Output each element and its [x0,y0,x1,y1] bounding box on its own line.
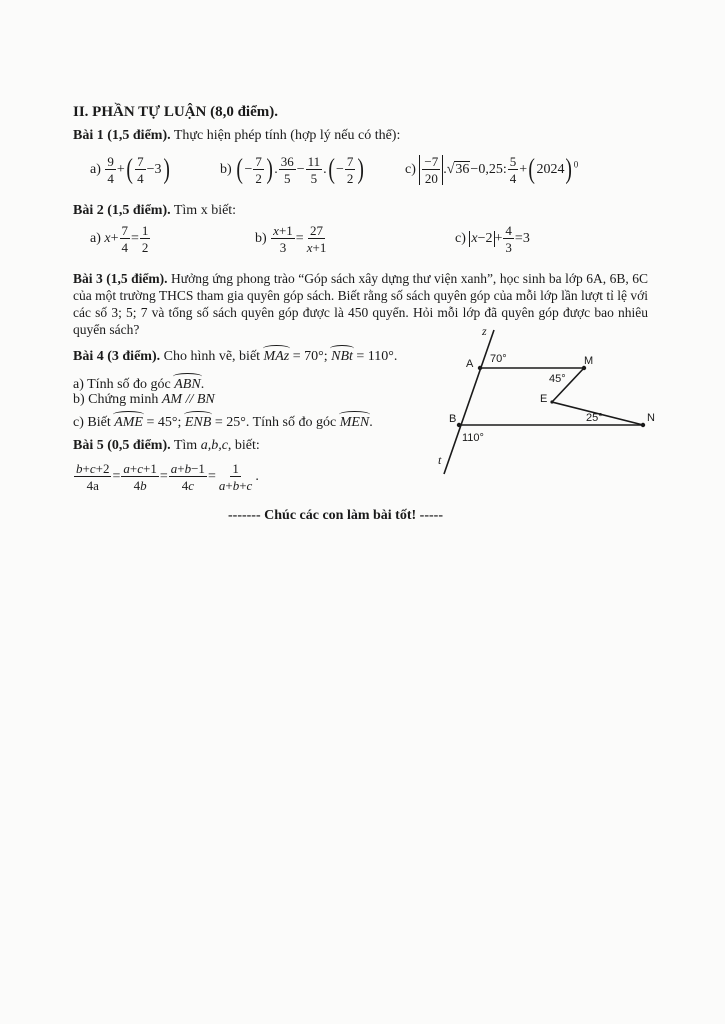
bai2-line [73,203,236,219]
bai5-heading: Bài 5 (0,5 điểm). [73,438,171,453]
bai1-heading: Bài 1 (1,5 điểm). [73,128,171,143]
footer-message: ------- Chúc các con làm bài tốt! ----- [228,508,443,523]
point-A [478,366,482,370]
bai1-b-label: b) [220,162,232,178]
bai4-b: b) Chứng minh AM // BN [73,392,215,407]
bai5-vars: a,b,c [200,438,228,453]
bai5-tail: , biết: [227,438,260,453]
bai4-c-tail: . Tính số đo góc [245,415,337,430]
point-N [641,423,645,427]
bai5-line [73,438,260,454]
bai5-equation: $\frac{b+c+2}{4a}$ = $\frac{a+c+1}{4b}$ = $\frac{a+b-1}{4c}$ = $\frac{1}{a+b+c}$ . [76,461,259,493]
bai1-line [73,128,400,144]
label-N: N [647,412,655,424]
bai1-c: c) $\frac{-7}{20}$ .√36−0,25: $\frac{5}{4}$ $+(2024)^0$ [405,154,579,186]
line-zt [444,330,494,474]
bai2-a: a) x+ $\frac{7}{4}$ = $\frac{1}{2}$ [90,223,149,255]
bai1-a: a) $\frac{9}{4}$ +( $\frac{7}{4}$ −3) [90,154,170,186]
bai1-text: Thực hiện phép tính (hợp lý nếu có thể): [170,128,401,143]
bai3-heading: Bài 3 (1,5 điểm). [73,271,168,286]
bai4-line: Bài 4 (3 điểm). Cho hình vẽ, biết MAz = 70°; NBt = 110°. [73,346,397,365]
bai4-a: a) Tính số đo góc ABN. [73,374,204,393]
label-M: M [584,355,594,367]
bai4-b-text: b) Chứng minh [73,392,159,407]
bai2-text: Tìm x biết: [170,203,237,218]
point-E [550,400,553,403]
bai2-b: b) $\frac{x+1}{3}$ = $\frac{27}{x+1}$ [255,223,327,255]
label-B: B [449,413,457,425]
bai2-c-label: c) [455,231,466,247]
bai1-b: b) (− $\frac{7}{2}$ ). $\frac{36}{5}$ − $\frac{11}{5}$ .(− $\frac{7}{2}$ ) [220,154,365,186]
bai2-b-label: b) [255,231,267,247]
geometry-diagram [432,326,662,486]
section-title: II. PHẦN TỰ LUẬN (8,0 điểm). [73,104,278,120]
angle-A-label: 70° [490,353,507,365]
label-A: A [466,358,474,370]
bai5-text: Tìm [170,438,198,453]
bai4-c: c) Biết AME = 45°; ENB = 25°. Tính số đo góc MEN. [73,412,373,431]
label-z: z [482,326,487,338]
angle-B-label: 110° [462,432,484,444]
bai2-c: c) x−2 + $\frac{4}{3}$ =3 [455,223,530,255]
bai1-c-label: c) [405,162,416,178]
label-t: t [438,453,442,467]
bai4-a-text: a) Tính số đo góc [73,377,171,392]
bai2-heading: Bài 2 (1,5 điểm). [73,203,171,218]
angle-N-label: 25° [586,412,603,424]
angle-M-label: 45° [549,373,566,385]
bai3-text: Hưởng ứng phong trào “Góp sách xây dựng thư viện xanh”, học sinh ba lớp 6A, 6B, 6C của một trường THCS tham gia quyên góp sách. Biết rằng số sách quyên góp của mỗi lớp lần lượt tỉ lệ với các số 3; 5; 7 và tổng số sách quyên góp được là 450 quyển. Hỏi mỗi lớp đã quyên góp được bao nhiêu quyển sách? [73,271,648,337]
point-B [457,423,461,427]
bai1-a-label: a) [90,162,101,178]
label-E: E [540,393,548,405]
bai4-text: Cho hình vẽ, biết [160,349,261,364]
bai4-c-text: c) Biết [73,415,111,430]
bai2-a-label: a) [90,231,101,247]
bai4-heading: Bài 4 (3 điểm). [73,349,161,364]
